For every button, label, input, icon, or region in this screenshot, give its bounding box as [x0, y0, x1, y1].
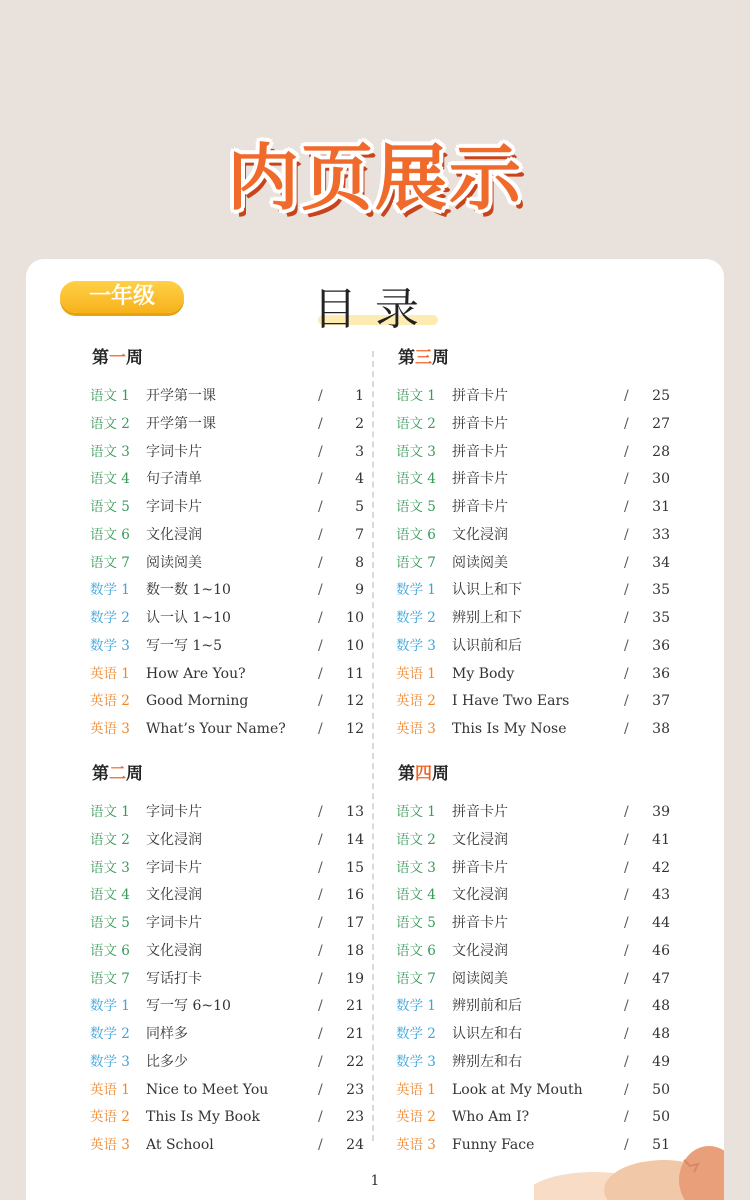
page-ref: 8 [355, 554, 364, 571]
lesson-title: At School [146, 1137, 214, 1153]
toc-entry[interactable] [86, 993, 396, 1021]
lesson-title: 写一写 1~5 [146, 637, 222, 654]
lesson-title: 认识上和下 [452, 582, 522, 599]
banner [0, 120, 750, 224]
lesson-title: 拼音卡片 [452, 499, 508, 515]
separator: / [624, 1026, 629, 1042]
separator: / [318, 471, 323, 488]
subject-label: 语文 4 [90, 887, 130, 904]
subject-label: 语文 1 [90, 804, 130, 820]
lesson-title: 认一认 1~10 [146, 610, 231, 626]
subject-label: 英语 1 [396, 665, 436, 682]
toc-entry[interactable] [392, 411, 702, 439]
toc-entry[interactable] [392, 439, 702, 467]
lesson-title: 认识前和后 [452, 637, 522, 654]
toc-entry[interactable] [86, 882, 396, 910]
lesson-title: 拼音卡片 [452, 443, 508, 460]
subject-label: 英语 1 [396, 1081, 436, 1098]
subject-label: 英语 2 [90, 693, 130, 710]
grade-badge: 一年级 [60, 281, 184, 313]
page-ref: 34 [652, 554, 670, 571]
toc-entry[interactable] [392, 550, 702, 578]
lesson-title: 辨别左和右 [452, 1053, 522, 1070]
toc-entry[interactable] [86, 799, 396, 827]
week-section [86, 343, 396, 744]
page-ref: 42 [652, 859, 670, 876]
page-ref: 36 [652, 637, 670, 654]
page-ref: 4 [355, 471, 364, 488]
subject-label: 语文 6 [90, 942, 130, 959]
toc-entry[interactable] [392, 577, 702, 605]
toc-entry[interactable] [86, 1049, 396, 1077]
lesson-title: 字词卡片 [146, 859, 202, 876]
toc-entry[interactable] [86, 522, 396, 550]
page-ref: 39 [652, 804, 670, 820]
separator: / [318, 1026, 323, 1042]
separator: / [318, 582, 323, 599]
separator: / [624, 721, 629, 737]
page-ref: 13 [346, 804, 364, 820]
lesson-title: 字词卡片 [146, 443, 202, 460]
separator: / [624, 526, 629, 543]
page-ref: 10 [346, 637, 364, 654]
lesson-title: 文化浸润 [146, 831, 202, 848]
toc-entry[interactable] [392, 1077, 702, 1105]
separator: / [318, 1053, 323, 1070]
lesson-title: 文化浸润 [146, 887, 202, 904]
lesson-title: 写话打卡 [146, 970, 202, 987]
page-ref: 19 [346, 970, 364, 987]
week-heading-prefix: 第 [92, 348, 109, 368]
page-ref: 21 [346, 1026, 364, 1042]
page-ref: 3 [355, 443, 364, 460]
toc-title: 目录 [313, 284, 437, 335]
subject-label: 语文 1 [396, 388, 436, 404]
subject-label: 数学 3 [90, 1053, 130, 1070]
separator: / [624, 499, 629, 515]
lesson-title: 阅读阅美 [452, 554, 508, 571]
toc-entry[interactable] [392, 966, 702, 994]
lesson-title: 认识左和右 [452, 1026, 522, 1042]
subject-label: 英语 3 [396, 721, 436, 737]
page-ref: 47 [652, 970, 670, 987]
separator: / [318, 942, 323, 959]
page-ref: 11 [346, 665, 364, 682]
page-ref: 17 [346, 915, 364, 931]
subject-label: 英语 3 [90, 1137, 130, 1153]
subject-label: 语文 2 [396, 415, 436, 432]
page-ref: 37 [652, 693, 670, 710]
toc-entry[interactable] [86, 633, 396, 661]
page-ref: 31 [652, 499, 670, 515]
separator: / [624, 915, 629, 931]
toc-entry[interactable] [392, 910, 702, 938]
toc-entry[interactable] [392, 383, 702, 411]
separator: / [624, 998, 629, 1015]
page-ref: 51 [652, 1137, 670, 1153]
separator: / [624, 388, 629, 404]
subject-label: 数学 1 [90, 582, 130, 599]
week-heading-number: 三 [415, 348, 432, 368]
week-heading [398, 759, 702, 789]
separator: / [624, 610, 629, 626]
toc-entry[interactable] [392, 938, 702, 966]
separator: / [318, 1137, 323, 1153]
lesson-title: 写一写 6~10 [146, 998, 231, 1015]
separator: / [318, 804, 323, 820]
subject-label: 语文 7 [396, 970, 436, 987]
banner-title: 内页展示 [226, 136, 523, 220]
page-number: 1 [370, 1173, 380, 1189]
subject-label: 英语 2 [90, 1109, 130, 1126]
subject-label: 语文 2 [90, 415, 130, 432]
toc-entry[interactable] [392, 799, 702, 827]
separator: / [318, 970, 323, 987]
page-ref: 38 [652, 721, 670, 737]
page-ref: 35 [652, 610, 670, 626]
page-ref: 25 [652, 388, 670, 404]
separator: / [318, 859, 323, 876]
subject-label: 语文 2 [90, 831, 130, 848]
week-section [392, 759, 702, 1160]
page-ref: 30 [652, 471, 670, 488]
subject-label: 语文 4 [396, 887, 436, 904]
toc-entry[interactable] [86, 716, 396, 744]
page-ref: 36 [652, 665, 670, 682]
toc-entry[interactable] [392, 661, 702, 689]
subject-label: 语文 5 [90, 915, 130, 931]
page-ref: 16 [346, 887, 364, 904]
subject-label: 语文 1 [396, 804, 436, 820]
lesson-title: Nice to Meet You [146, 1081, 269, 1098]
separator: / [624, 582, 629, 599]
separator: / [318, 443, 323, 460]
toc-entry[interactable] [86, 1132, 396, 1160]
lesson-title: I Have Two Ears [452, 693, 570, 710]
page-ref: 15 [346, 859, 364, 876]
toc-entry[interactable] [86, 383, 396, 411]
page-ref: 10 [346, 610, 364, 626]
lesson-title: 文化浸润 [452, 831, 508, 848]
separator: / [624, 859, 629, 876]
page-ref: 48 [652, 1026, 670, 1042]
week-section [392, 343, 702, 744]
toc-entry[interactable] [86, 1104, 396, 1132]
week-heading [398, 343, 702, 373]
separator: / [624, 804, 629, 820]
subject-label: 数学 2 [90, 1026, 130, 1042]
subject-label: 语文 3 [90, 859, 130, 876]
page-ref: 28 [652, 443, 670, 460]
toc-entry[interactable] [86, 605, 396, 633]
subject-label: 数学 2 [90, 610, 130, 626]
lesson-title: 文化浸润 [452, 887, 508, 904]
separator: / [318, 693, 323, 710]
toc-entry[interactable] [392, 466, 702, 494]
week-heading [92, 759, 396, 789]
page-ref: 33 [652, 526, 670, 543]
separator: / [318, 1109, 323, 1126]
separator: / [624, 693, 629, 710]
lesson-title: Funny Face [452, 1137, 535, 1153]
subject-label: 数学 3 [396, 637, 436, 654]
toc-entry[interactable] [392, 1104, 702, 1132]
page-ref: 27 [652, 415, 670, 432]
separator: / [318, 499, 323, 515]
toc-entry[interactable] [86, 466, 396, 494]
toc-entry[interactable] [392, 522, 702, 550]
toc-entry[interactable] [392, 688, 702, 716]
subject-label: 英语 1 [90, 1081, 130, 1098]
page-ref: 23 [346, 1081, 364, 1098]
subject-label: 英语 3 [396, 1137, 436, 1153]
separator: / [624, 970, 629, 987]
week-heading-number: 四 [415, 764, 432, 784]
lesson-title: 字词卡片 [146, 499, 202, 515]
lesson-title: 开学第一课 [146, 388, 216, 404]
week-heading-suffix: 周 [126, 348, 143, 368]
page-ref: 43 [652, 887, 670, 904]
page-ref: 48 [652, 998, 670, 1015]
separator: / [624, 1081, 629, 1098]
lesson-title: 文化浸润 [146, 526, 202, 543]
page-ref: 35 [652, 582, 670, 599]
toc-entry[interactable] [86, 550, 396, 578]
lesson-title: 拼音卡片 [452, 471, 508, 488]
subject-label: 语文 6 [396, 526, 436, 543]
cloud-decoration-icon [534, 1140, 724, 1200]
page-ref: 50 [652, 1109, 670, 1126]
separator: / [318, 1081, 323, 1098]
lesson-title: 文化浸润 [452, 942, 508, 959]
lesson-title: 阅读阅美 [452, 970, 508, 987]
separator: / [318, 388, 323, 404]
subject-label: 英语 3 [90, 721, 130, 737]
separator: / [318, 554, 323, 571]
subject-label: 数学 1 [396, 582, 436, 599]
separator: / [624, 942, 629, 959]
separator: / [624, 887, 629, 904]
toc-entry[interactable] [86, 688, 396, 716]
separator: / [624, 1109, 629, 1126]
week-heading-number: 一 [109, 348, 126, 368]
subject-label: 语文 1 [90, 388, 130, 404]
week-heading-prefix: 第 [398, 348, 415, 368]
subject-label: 语文 5 [396, 915, 436, 931]
subject-label: 语文 5 [90, 499, 130, 515]
week-heading-prefix: 第 [92, 764, 109, 784]
toc-entry[interactable] [86, 1077, 396, 1105]
subject-label: 语文 7 [396, 554, 436, 571]
subject-label: 数学 3 [396, 1053, 436, 1070]
subject-label: 语文 6 [396, 942, 436, 959]
toc-entry[interactable] [86, 411, 396, 439]
lesson-title: 拼音卡片 [452, 915, 508, 931]
subject-label: 语文 7 [90, 970, 130, 987]
lesson-title: 同样多 [146, 1026, 188, 1042]
lesson-title: 辨别前和后 [452, 998, 522, 1015]
lesson-title: 比多少 [146, 1053, 188, 1070]
page-ref: 23 [346, 1109, 364, 1126]
page-ref: 44 [652, 915, 670, 931]
toc-entry[interactable] [392, 633, 702, 661]
subject-label: 英语 2 [396, 693, 436, 710]
subject-label: 数学 2 [396, 610, 436, 626]
lesson-title: 句子清单 [146, 471, 202, 488]
separator: / [624, 1137, 629, 1153]
subject-label: 语文 7 [90, 554, 130, 571]
page-ref: 12 [346, 721, 364, 737]
toc-entry[interactable] [392, 855, 702, 883]
toc-entry[interactable] [392, 882, 702, 910]
page-ref: 12 [346, 693, 364, 710]
lesson-title: 开学第一课 [146, 415, 216, 432]
lesson-title: 文化浸润 [146, 942, 202, 959]
lesson-title: 文化浸润 [452, 526, 508, 543]
toc-entry[interactable] [86, 494, 396, 522]
page-ref: 24 [346, 1137, 364, 1153]
toc-entry[interactable] [86, 661, 396, 689]
separator: / [318, 637, 323, 654]
page-ref: 1 [355, 388, 364, 404]
separator: / [318, 998, 323, 1015]
toc-entry[interactable] [86, 910, 396, 938]
lesson-title: 字词卡片 [146, 804, 202, 820]
page-ref: 9 [355, 582, 364, 599]
page-ref: 7 [355, 526, 364, 543]
page-ref: 2 [355, 415, 364, 432]
toc-card [26, 259, 724, 1200]
week-heading-suffix: 周 [126, 764, 143, 784]
lesson-title: This Is My Nose [452, 721, 567, 737]
toc-entry[interactable] [392, 993, 702, 1021]
toc-entry[interactable] [392, 494, 702, 522]
separator: / [624, 831, 629, 848]
toc-entry[interactable] [86, 827, 396, 855]
subject-label: 语文 3 [396, 859, 436, 876]
week-heading [92, 343, 396, 373]
separator: / [318, 915, 323, 931]
page-ref: 50 [652, 1081, 670, 1098]
subject-label: 语文 2 [396, 831, 436, 848]
lesson-title: 拼音卡片 [452, 859, 508, 876]
separator: / [624, 415, 629, 432]
separator: / [624, 471, 629, 488]
week-heading-suffix: 周 [432, 348, 449, 368]
page-ref: 14 [346, 831, 364, 848]
subject-label: 数学 3 [90, 637, 130, 654]
toc-entry[interactable] [392, 1049, 702, 1077]
lesson-title: 拼音卡片 [452, 415, 508, 432]
lesson-title: This Is My Book [146, 1109, 260, 1126]
subject-label: 语文 5 [396, 499, 436, 515]
week-heading-prefix: 第 [398, 764, 415, 784]
subject-label: 数学 1 [396, 998, 436, 1015]
page-ref: 21 [346, 998, 364, 1015]
page-ref: 18 [346, 942, 364, 959]
toc-entry[interactable] [86, 577, 396, 605]
page-ref: 46 [652, 942, 670, 959]
lesson-title: How Are You? [146, 665, 246, 682]
subject-label: 英语 2 [396, 1109, 436, 1126]
toc-entry[interactable] [392, 716, 702, 744]
subject-label: 数学 1 [90, 998, 130, 1015]
separator: / [624, 554, 629, 571]
separator: / [624, 1053, 629, 1070]
lesson-title: 数一数 1~10 [146, 582, 231, 599]
lesson-title: 拼音卡片 [452, 804, 508, 820]
separator: / [318, 610, 323, 626]
toc-entry[interactable] [86, 439, 396, 467]
page-ref: 41 [652, 831, 670, 848]
week-section [86, 759, 396, 1160]
page-ref: 49 [652, 1053, 670, 1070]
subject-label: 数学 2 [396, 1026, 436, 1042]
separator: / [624, 665, 629, 682]
toc-entry[interactable] [86, 938, 396, 966]
page-ref: 5 [355, 499, 364, 515]
subject-label: 语文 3 [396, 443, 436, 460]
subject-label: 语文 3 [90, 443, 130, 460]
lesson-title: 拼音卡片 [452, 388, 508, 404]
subject-label: 英语 1 [90, 665, 130, 682]
lesson-title: Who Am I? [452, 1109, 530, 1126]
separator: / [318, 665, 323, 682]
toc-entry[interactable] [392, 827, 702, 855]
week-heading-suffix: 周 [432, 764, 449, 784]
separator: / [318, 415, 323, 432]
separator: / [624, 637, 629, 654]
toc-entry[interactable] [86, 1021, 396, 1049]
lesson-title: What’s Your Name? [146, 721, 286, 737]
week-heading-number: 二 [109, 764, 126, 784]
lesson-title: 阅读阅美 [146, 554, 202, 571]
lesson-title: Look at My Mouth [452, 1081, 583, 1098]
subject-label: 语文 4 [396, 471, 436, 488]
separator: / [624, 443, 629, 460]
lesson-title: My Body [452, 665, 515, 682]
subject-label: 语文 4 [90, 471, 130, 488]
lesson-title: 字词卡片 [146, 915, 202, 931]
subject-label: 语文 6 [90, 526, 130, 543]
lesson-title: 辨别上和下 [452, 610, 522, 626]
page-ref: 22 [346, 1053, 364, 1070]
toc-entry[interactable] [86, 855, 396, 883]
separator: / [318, 831, 323, 848]
toc-entry[interactable] [86, 966, 396, 994]
toc-entry[interactable] [392, 1021, 702, 1049]
separator: / [318, 526, 323, 543]
separator: / [318, 887, 323, 904]
toc-entry[interactable] [392, 605, 702, 633]
separator: / [318, 721, 323, 737]
lesson-title: Good Morning [146, 693, 249, 710]
